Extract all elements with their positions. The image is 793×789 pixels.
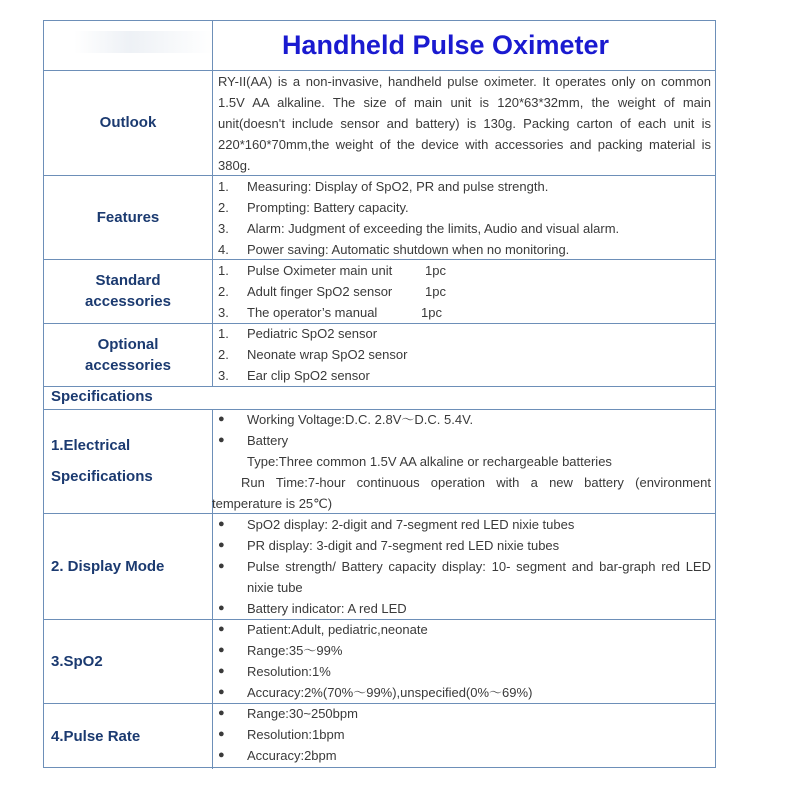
- display-mode-label: 2. Display Mode: [51, 557, 165, 575]
- list-item: 3. Ear clip SpO2 sensor: [218, 368, 370, 383]
- bullet-icon: ●: [218, 434, 225, 446]
- list-item: ● Resolution:1%: [218, 661, 711, 682]
- outlook-text: RY-II(AA) is a non-invasive, handheld pulse oximeter. It operates only on common 1.5V AA alkaline. The size of main unit is 120*63*32mm, the weight of main unit(doesn't include sensor and battery) is 130g. Packing carton of each unit is 220*160*70mm,the weight of the device with accessories and packing material is 380g.: [218, 74, 711, 173]
- specifications-header: Specifications: [51, 388, 153, 405]
- list-item: 3. Alarm: Judgment of exceeding the limits, Audio and visual alarm.: [218, 221, 620, 236]
- faint-watermark: [74, 31, 214, 53]
- features-label: Features: [96, 208, 160, 226]
- list-item: 1. Pediatric SpO2 sensor: [218, 326, 378, 341]
- optional-accessories-label: Optional accessories: [85, 335, 171, 374]
- list-item: 2. Neonate wrap SpO2 sensor: [218, 347, 408, 362]
- list-item: 2. Prompting: Battery capacity.: [218, 200, 409, 215]
- display-mode-list: [218, 514, 711, 619]
- list-item: ● Accuracy:2%(70%～99%),unspecified(0%～69%): [218, 682, 711, 703]
- battery-runtime: Run Time:7-hour continuous operation with a new battery (environment temperature is 25℃): [212, 475, 711, 511]
- list-item: 4. Power saving: Automatic shutdown when no monitoring.: [218, 242, 570, 257]
- list-item: 3. The operator’s manual 1pc: [218, 305, 442, 320]
- bullet-icon: ●: [218, 707, 225, 719]
- list-item: 1. Pulse Oximeter main unit 1pc: [218, 263, 446, 278]
- list-item: ● SpO2 display: 2-digit and 7-segment red LED nixie tubes: [218, 514, 711, 535]
- page-title: Handheld Pulse Oximeter: [281, 30, 610, 60]
- column-divider: [212, 21, 213, 386]
- list-item: ● Accuracy:2bpm: [218, 745, 711, 766]
- electrical-specifications-label: 1.Electrical Specifications: [51, 437, 153, 485]
- bullet-icon: ●: [218, 686, 225, 698]
- standard-accessories-list: [218, 260, 711, 323]
- bullet-icon: ●: [218, 413, 225, 425]
- list-item: ● PR display: 3-digit and 7-segment red LED nixie tubes: [218, 535, 711, 556]
- bullet-icon: ●: [218, 623, 225, 635]
- spo2-list: [218, 619, 711, 703]
- electrical-specifications-list: [212, 409, 711, 514]
- bullet-icon: ●: [218, 518, 225, 530]
- bullet-icon: ●: [218, 749, 225, 761]
- standard-accessories-label: Standard accessories: [85, 272, 171, 310]
- list-item: ● Resolution:1bpm: [218, 724, 711, 745]
- outlook-label: Outlook: [99, 114, 157, 131]
- features-list: [218, 176, 711, 260]
- bullet-icon: ●: [218, 539, 225, 551]
- list-item: 1. Measuring: Display of SpO2, PR and pulse strength.: [218, 179, 549, 194]
- list-item: ● Battery: [218, 430, 711, 451]
- bullet-icon: ●: [218, 602, 225, 614]
- bullet-icon: ●: [218, 665, 225, 677]
- bullet-icon: ●: [218, 644, 225, 656]
- list-item: ● Pulse strength/ Battery capacity display: 10- segment and bar-graph red LED nixie tube: [218, 556, 711, 598]
- pulse-rate-list: [218, 703, 711, 766]
- column-divider: [212, 409, 213, 769]
- list-item: ● Battery indicator: A red LED: [218, 598, 711, 619]
- bullet-icon: ●: [218, 560, 225, 572]
- row-divider: [44, 386, 715, 387]
- optional-accessories-list: [218, 323, 711, 386]
- list-item: ● Patient:Adult, pediatric,neonate: [218, 619, 711, 640]
- list-item: ● Range:30~250bpm: [218, 703, 711, 724]
- bullet-icon: ●: [218, 728, 225, 740]
- list-item: 2. Adult finger SpO2 sensor 1pc: [218, 284, 446, 299]
- spec-sheet: [43, 20, 716, 768]
- list-item: ● Range:35～99%: [218, 640, 711, 661]
- pulse-rate-label: 4.Pulse Rate: [51, 727, 141, 745]
- spo2-label: 3.SpO2: [51, 652, 103, 670]
- battery-type: Type:Three common 1.5V AA alkaline or rechargeable batteries: [247, 454, 612, 469]
- list-item: ● Working Voltage:D.C. 2.8V～D.C. 5.4V.: [218, 409, 711, 430]
